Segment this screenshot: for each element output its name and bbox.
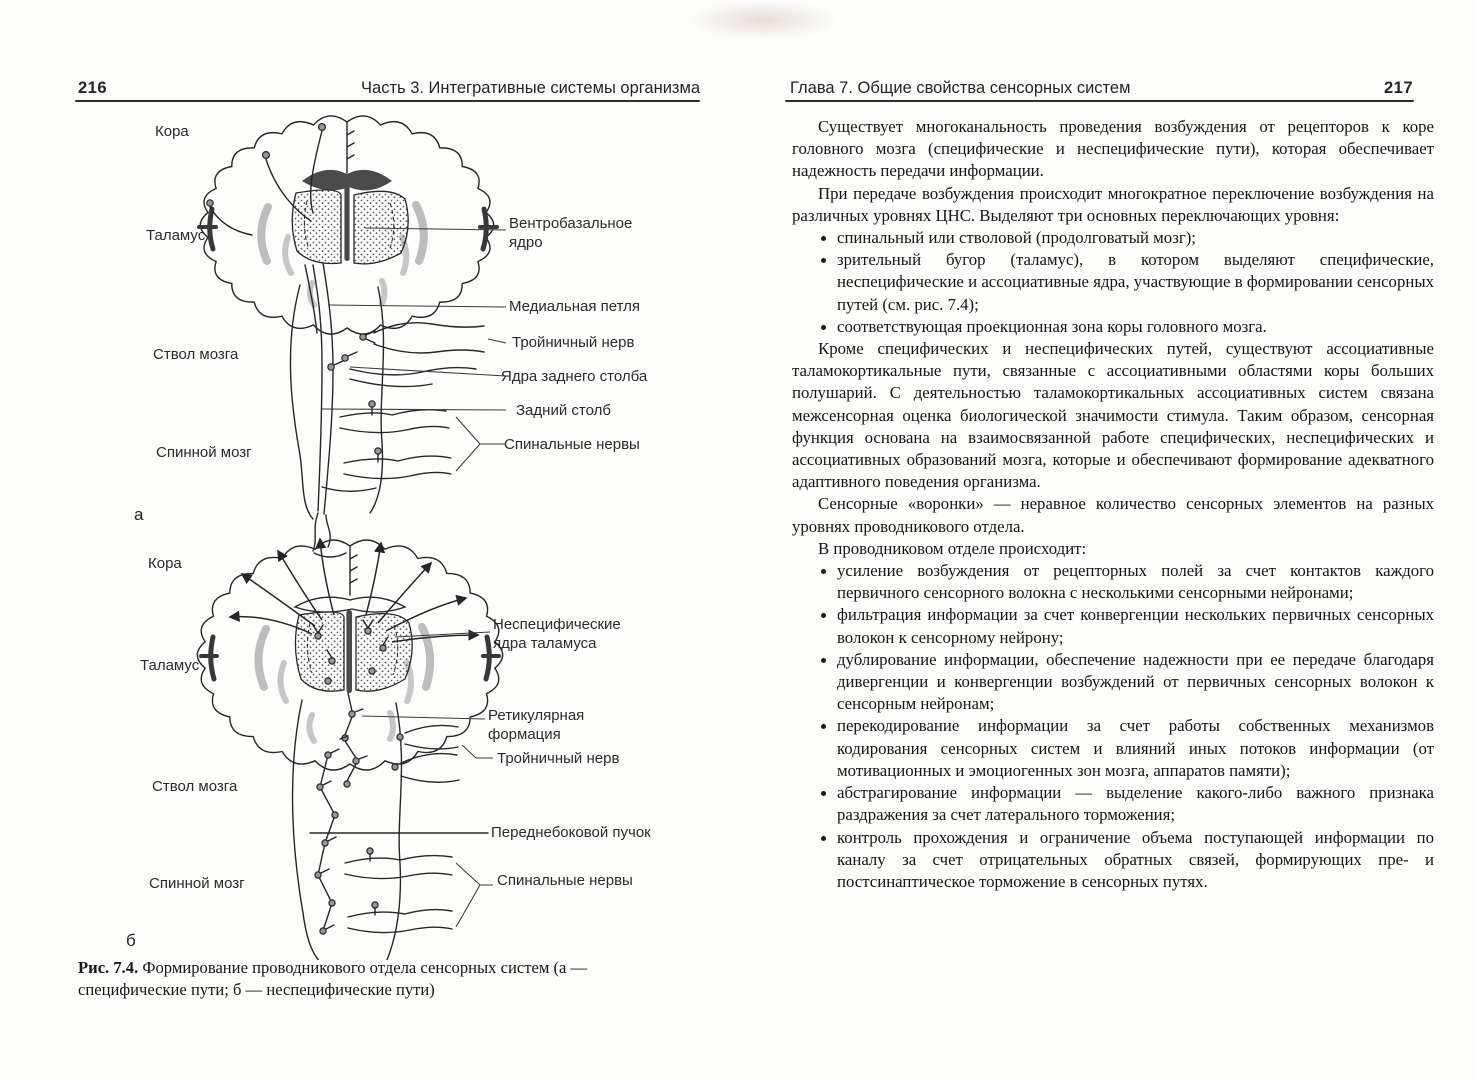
label-reticular-formation: Ретикулярная формация — [488, 707, 585, 743]
paragraph: Кроме специфических и неспецифических путей, существуют ассоциативные таламокортикальные пути, связанные с ассоциативными областями коры больших полушарий. С деятельностью таламокортикальных ассоциативных систем связана межсенсорная оценка биологической значимости стимула. Таким образом, сенсорная функция основана на взаимосвязанной работе специфических, неспецифических и ассоциативных образований мозга, которые и обеспечивают формирование адекватного адаптивного поведения организма. — [792, 339, 1434, 492]
list-item: контроль прохождения и ограничение объема поступающей информации по каналу за счет отрицательных обратных связей, формирующих пре- и постсинаптическое торможение в сенсорных путях. — [820, 827, 1434, 894]
label-ventrobasal-nucleus: Вентробазальное ядро — [509, 215, 633, 251]
figure-7-4 — [60, 115, 750, 960]
paragraph: При передаче возбуждения происходит многократное переключение возбуждения на различных уровнях ЦНС. Выделяют три основных переключающих уровня: — [792, 183, 1434, 225]
label-spinal-cord-a: Спинной мозг — [156, 444, 252, 461]
list-item: фильтрация информации за счет конвергенции нескольких первичных сенсорных волокон к сенсорному нейрону; — [820, 604, 1434, 648]
list-item: перекодирование информации за счет работы собственных механизмов кодирования сенсорных систем и влияний иных потоков информации (от мотивационных и эмоциогенных зон мозга, аппаратов памяти); — [820, 715, 1434, 782]
label-trigeminal-nerve-b: Тройничный нерв — [497, 750, 620, 767]
label-nonspecific-thalamic-nuclei: Неспецифические ядра таламуса — [493, 616, 621, 652]
label-cortex-a: Кора — [155, 123, 189, 140]
list-item: соответствующая проекционная зона коры головного мозга. — [820, 316, 1434, 338]
label-spinal-nerves-a: Спинальные нервы — [504, 436, 640, 453]
scan-smudge — [688, 0, 838, 40]
label-trigeminal-nerve-a: Тройничный нерв — [512, 334, 635, 351]
right-header-rule — [785, 100, 1414, 102]
marker-b: б — [126, 931, 136, 950]
label-dorsal-column: Задний столб — [516, 402, 611, 419]
list-item: спинальный или стволовой (продолговатый мозг); — [820, 227, 1434, 249]
left-running-header: Часть 3. Интегративные системы организма — [361, 79, 700, 97]
thalamus-left-b — [295, 612, 344, 691]
figure-caption-number: Рис. 7.4. — [78, 958, 139, 977]
left-header-rule — [75, 100, 700, 102]
label-brainstem-a: Ствол мозга — [153, 346, 239, 363]
body-text-column — [792, 116, 1434, 893]
label-brainstem-b: Ствол мозга — [152, 778, 238, 795]
label-spinal-cord-b: Спинной мозг — [149, 875, 245, 892]
list-item: абстрагирование информации — выделение какого-либо важного признака раздражения за счет латерального торможения; — [820, 782, 1434, 826]
paragraph: В проводниковом отделе происходит: — [818, 538, 1087, 558]
label-medial-lemniscus: Медиальная петля — [509, 298, 641, 315]
bullet-list-switch-levels — [792, 227, 1434, 338]
bullet-list-conduction — [792, 560, 1434, 893]
figure-caption — [78, 957, 692, 1000]
figure-caption-text: Формирование проводникового отдела сенсорных систем (а — специфические пути; б — неспецифические пути) — [78, 958, 588, 999]
marker-a: а — [134, 505, 144, 524]
label-anterolateral-tract: Переднебоковой пучок — [491, 824, 651, 841]
list-item: усиление возбуждения от рецепторных полей за счет контактов каждого первичного сенсорного волокна с несколькими сенсорными нейронами; — [820, 560, 1434, 604]
label-thalamus-b: Таламус — [140, 657, 200, 674]
paragraph: Сенсорные «воронки» — неравное количество сенсорных элементов на разных уровнях проводникового отдела. — [792, 494, 1434, 536]
thalamus-right-a — [354, 191, 408, 264]
label-spinal-nerves-b: Спинальные нервы — [497, 872, 633, 889]
label-dorsal-column-nuclei: Ядра заднего столба — [501, 368, 648, 385]
paragraph: Существует многоканальность проведения возбуждения от рецепторов к коре головного мозга (специфические и неспецифические пути), которая обеспечивает надежность передачи информации. — [792, 117, 1434, 181]
thalamus-left-a — [292, 190, 341, 264]
list-item: зрительный бугор (таламус), в котором выделяют специфические, неспецифические и ассоциативные ядра, участвующие в формировании сенсорных путей (см. рис. 7.4); — [820, 249, 1434, 316]
list-item: дублирование информации, обеспечение надежности при ее передаче благодаря дивергенции и конвергенции возбуждений от первичных сенсорных волокон к сенсорным нейронам; — [820, 649, 1434, 716]
label-thalamus-a: Таламус — [146, 227, 206, 244]
left-page-number: 216 — [78, 79, 108, 97]
thalamus-right-b — [356, 614, 412, 692]
label-cortex-b: Кора — [148, 555, 182, 572]
right-page-number: 217 — [1384, 79, 1414, 97]
right-running-header: Глава 7. Общие свойства сенсорных систем — [790, 79, 1131, 97]
